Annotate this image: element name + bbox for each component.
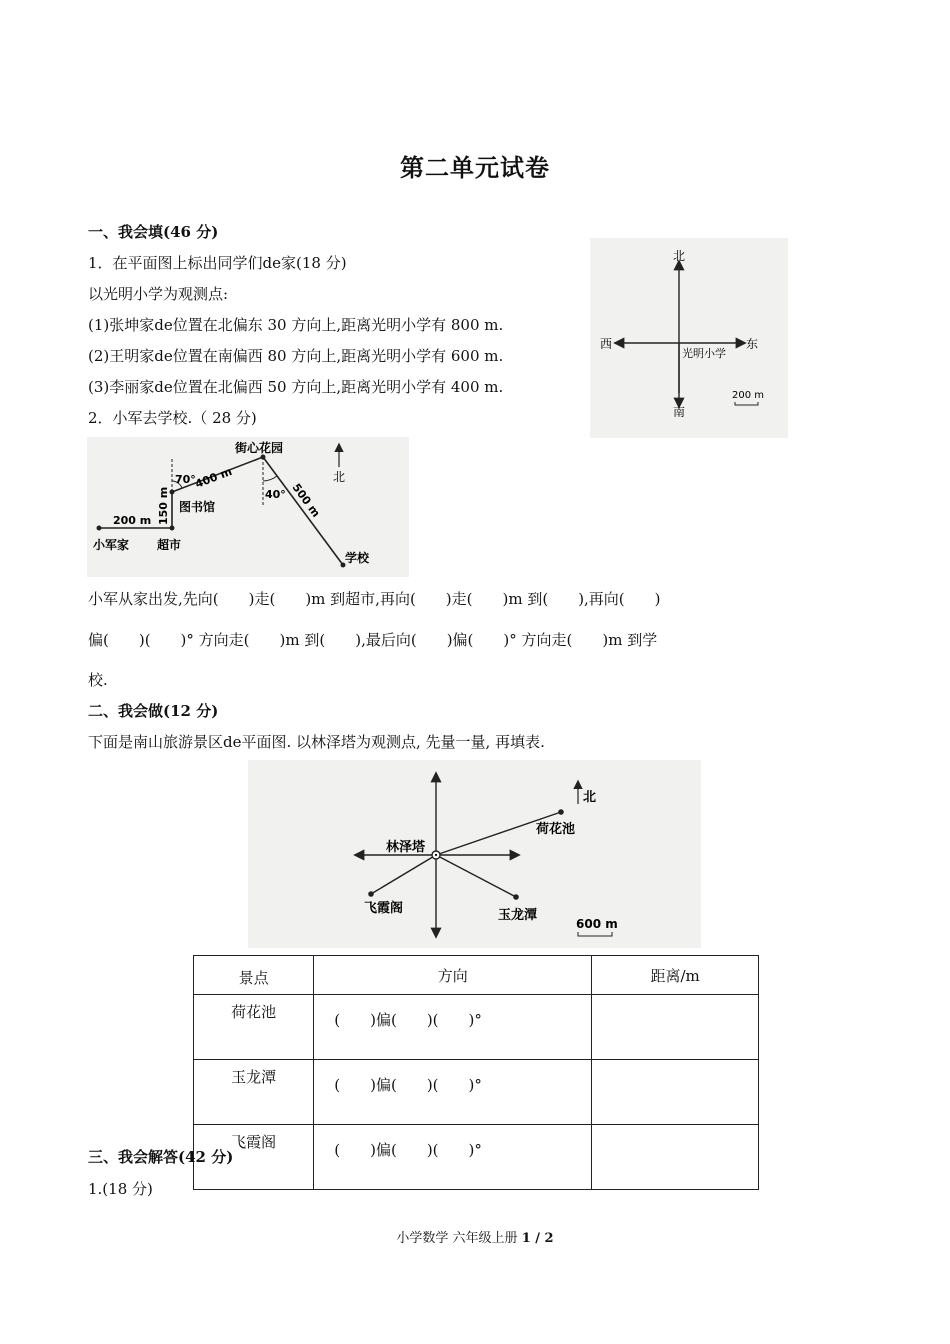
cell-distance[interactable]	[592, 1125, 759, 1190]
angle-library-label: 70°	[175, 473, 196, 486]
north-label: 北	[583, 790, 597, 805]
pool-point	[513, 894, 519, 900]
center-label: 光明小学	[682, 347, 726, 360]
footer-text: 小学数学 六年级上册	[396, 1231, 522, 1246]
market-label: 超市	[157, 538, 182, 552]
pavilion-point	[368, 891, 374, 897]
question-1-intro: 以光明小学为观测点:	[88, 285, 229, 303]
section1-heading: 一、我会填(46 分)	[88, 223, 219, 241]
north-label: 北	[333, 470, 346, 484]
library-label: 图书馆	[179, 500, 216, 514]
angle-arc-40	[263, 476, 277, 481]
cell-distance[interactable]	[592, 1060, 759, 1125]
route-map-figure	[87, 437, 409, 577]
route-map	[87, 437, 409, 577]
page-title: 第二单元试卷	[400, 153, 550, 182]
header-distance: 距离/m	[592, 956, 759, 995]
table-row	[194, 1060, 759, 1125]
scenic-map-figure	[248, 760, 701, 948]
question-1-item: (3)李丽家de位置在北偏西 50 方向上,距离光明小学有 400 m.	[88, 378, 504, 396]
question-1-item: (1)张坤家de位置在北偏东 30 方向上,距离光明小学有 800 m.	[88, 316, 504, 334]
question-2: 2．小军去学校.（ 28 分)	[88, 409, 257, 427]
distance-market-library: 150 m	[157, 486, 170, 525]
west-label: 西	[600, 337, 613, 351]
table-header-row	[194, 956, 759, 995]
section2-instruction: 下面是南山旅游景区de平面图. 以林泽塔为观测点, 先量一量, 再填表.	[88, 733, 545, 751]
cell-place: 飞霞阁	[194, 1125, 314, 1190]
pond-label: 荷花池	[536, 822, 576, 837]
cell-direction[interactable]: ( )偏( )( )°	[314, 1125, 592, 1190]
school-label: 学校	[345, 551, 370, 565]
scale-bar	[735, 402, 758, 405]
compass-map-figure	[590, 238, 788, 438]
distance-park-school: 500 m	[289, 481, 323, 520]
compass-map	[590, 238, 788, 438]
scale-bar	[578, 932, 612, 936]
question-2-fill-line: 小军从家出发,先向( )走( )m 到超市,再向( )走( )m 到( ),再向( )	[88, 590, 661, 608]
question-1-item: (2)王明家de位置在南偏西 80 方向上,距离光明小学有 600 m.	[88, 347, 504, 365]
pool-label: 玉龙潭	[498, 908, 538, 923]
table-row	[194, 995, 759, 1060]
cell-place: 玉龙潭	[194, 1060, 314, 1125]
line-to-pavilion	[371, 855, 436, 894]
page-number: 1 / 2	[521, 1231, 554, 1246]
pavilion-label: 飞霞阁	[364, 901, 404, 916]
cell-direction[interactable]: ( )偏( )( )°	[314, 1060, 592, 1125]
page-footer	[0, 1227, 950, 1246]
east-label: 东	[746, 337, 759, 351]
distance-library-park: 400 m	[193, 464, 234, 491]
question-2-fill-line: 偏( )( )° 方向走( )m 到( ),最后向( )偏( )° 方向走( )m 到学	[88, 631, 658, 649]
scale-label: 200 m	[732, 390, 765, 401]
header-place: 景点	[194, 956, 314, 995]
scale-label: 600 m	[576, 917, 618, 931]
question-1: 1．在平面图上标出同学们de家(18 分)	[88, 254, 347, 272]
home-point	[97, 526, 102, 531]
tower-label: 林泽塔	[386, 840, 426, 855]
cell-distance[interactable]	[592, 995, 759, 1060]
home-label: 小军家	[93, 538, 130, 552]
market-point	[170, 526, 175, 531]
table-row	[194, 1125, 759, 1190]
header-direction: 方向	[314, 956, 592, 995]
section2-heading: 二、我会做(12 分)	[88, 702, 219, 720]
pond-point	[558, 809, 564, 815]
angle-park-label: 40°	[265, 488, 286, 501]
cell-direction[interactable]: ( )偏( )( )°	[314, 995, 592, 1060]
distance-home-market: 200 m	[113, 514, 152, 527]
line-to-pool	[436, 855, 516, 897]
park-label: 街心花园	[235, 441, 284, 455]
cell-place: 荷花池	[194, 995, 314, 1060]
scenic-map	[248, 760, 701, 948]
question-2-fill-line: 校.	[88, 671, 108, 689]
section3-heading: 三、我会解答(42 分)	[88, 1148, 234, 1166]
section3-question-1: 1.(18 分)	[88, 1180, 153, 1198]
south-label: 南	[673, 405, 686, 419]
answer-table	[193, 955, 759, 1190]
north-label: 北	[673, 249, 686, 263]
